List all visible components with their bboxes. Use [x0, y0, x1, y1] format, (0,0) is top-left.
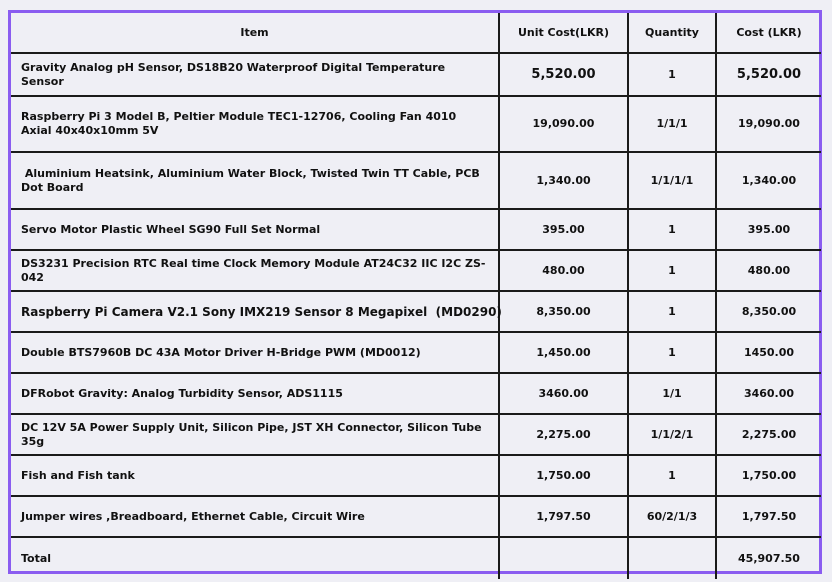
table-row [11, 496, 821, 537]
cell-item: DFRobot Gravity: Analog Turbidity Sensor, ADS1115 [11, 373, 499, 414]
cell-item: DC 12V 5A Power Supply Unit, Silicon Pipe, JST XH Connector, Silicon Tube 35g [11, 414, 499, 455]
cell-quantity: 1/1/1 [628, 96, 716, 152]
cell-unit-cost: 1,797.50 [499, 496, 628, 537]
total-unit-cost [499, 537, 628, 579]
cell-unit-cost: 8,350.00 [499, 291, 628, 332]
cell-item: Gravity Analog pH Sensor, DS18B20 Waterproof Digital Temperature Sensor [11, 53, 499, 96]
header-cost: Cost (LKR) [716, 13, 821, 53]
cell-item: Jumper wires ,Breadboard, Ethernet Cable, Circuit Wire [11, 496, 499, 537]
cell-item: Servo Motor Plastic Wheel SG90 Full Set Normal [11, 209, 499, 250]
header-quantity: Quantity [628, 13, 716, 53]
cell-quantity: 60/2/1/3 [628, 496, 716, 537]
table-row [11, 209, 821, 250]
cell-unit-cost: 2,275.00 [499, 414, 628, 455]
table-row [11, 53, 821, 96]
table-row [11, 414, 821, 455]
cell-quantity: 1 [628, 53, 716, 96]
table-row [11, 152, 821, 209]
cell-cost: 1,797.50 [716, 496, 821, 537]
cell-item: Fish and Fish tank [11, 455, 499, 496]
cell-item: Raspberry Pi Camera V2.1 Sony IMX219 Sensor 8 Megapixel (MD0290) [11, 291, 499, 332]
cell-unit-cost: 1,750.00 [499, 455, 628, 496]
cell-unit-cost: 19,090.00 [499, 96, 628, 152]
cell-quantity: 1/1 [628, 373, 716, 414]
cell-cost: 3460.00 [716, 373, 821, 414]
cell-quantity: 1 [628, 455, 716, 496]
cell-cost: 2,275.00 [716, 414, 821, 455]
cell-quantity: 1/1/2/1 [628, 414, 716, 455]
table-row [11, 250, 821, 291]
header-item: Item [11, 13, 499, 53]
table-row [11, 96, 821, 152]
cell-unit-cost: 3460.00 [499, 373, 628, 414]
total-cost: 45,907.50 [716, 537, 821, 579]
table-row [11, 332, 821, 373]
cell-cost: 5,520.00 [716, 53, 821, 96]
cell-quantity: 1 [628, 250, 716, 291]
cell-unit-cost: 1,340.00 [499, 152, 628, 209]
cell-cost: 19,090.00 [716, 96, 821, 152]
total-row [11, 537, 821, 579]
table-row [11, 291, 821, 332]
cell-cost: 1,340.00 [716, 152, 821, 209]
cell-quantity: 1 [628, 209, 716, 250]
cell-quantity: 1 [628, 291, 716, 332]
cost-table [11, 13, 821, 579]
cell-item: DS3231 Precision RTC Real time Clock Memory Module AT24C32 IIC I2C ZS-042 [11, 250, 499, 291]
table-row [11, 455, 821, 496]
cell-unit-cost: 480.00 [499, 250, 628, 291]
cell-quantity: 1/1/1/1 [628, 152, 716, 209]
table-row [11, 373, 821, 414]
table-header-row [11, 13, 821, 53]
cell-unit-cost: 5,520.00 [499, 53, 628, 96]
cell-cost: 1,750.00 [716, 455, 821, 496]
total-quantity [628, 537, 716, 579]
cell-quantity: 1 [628, 332, 716, 373]
cell-unit-cost: 1,450.00 [499, 332, 628, 373]
cell-cost: 480.00 [716, 250, 821, 291]
cost-table-frame [8, 10, 822, 574]
cell-cost: 1450.00 [716, 332, 821, 373]
cell-cost: 395.00 [716, 209, 821, 250]
cell-cost: 8,350.00 [716, 291, 821, 332]
cell-item: Raspberry Pi 3 Model B, Peltier Module TEC1-12706, Cooling Fan 4010 Axial 40x40x10mm 5V [11, 96, 499, 152]
header-unit-cost: Unit Cost(LKR) [499, 13, 628, 53]
cell-item: Double BTS7960B DC 43A Motor Driver H-Bridge PWM (MD0012) [11, 332, 499, 373]
cell-unit-cost: 395.00 [499, 209, 628, 250]
total-label: Total [11, 537, 499, 579]
cell-item: Aluminium Heatsink, Aluminium Water Block, Twisted Twin TT Cable, PCB Dot Board [11, 152, 499, 209]
